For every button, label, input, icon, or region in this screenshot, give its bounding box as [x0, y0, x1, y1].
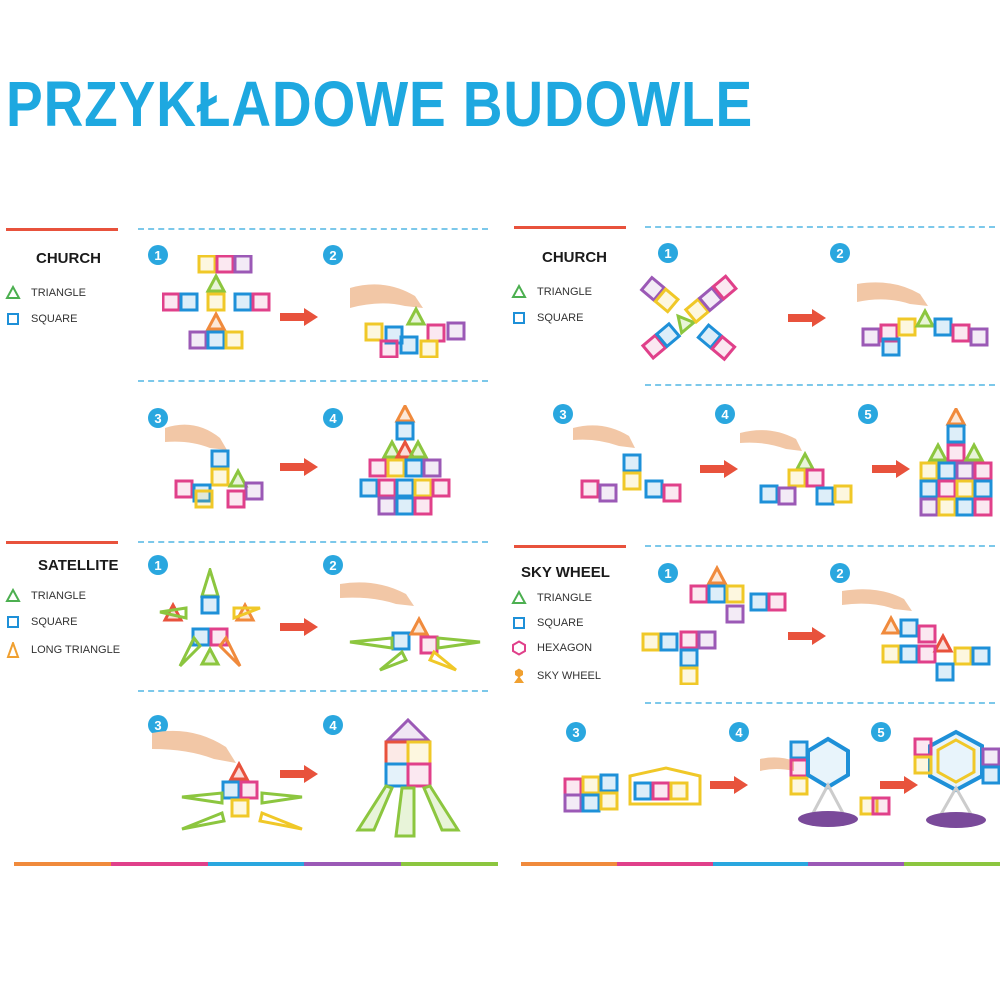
satellite-step4-illustration: [352, 718, 464, 840]
step-number: 3: [553, 404, 573, 424]
step-number: 1: [148, 245, 168, 265]
church2-step1-illustration: [628, 265, 748, 369]
legend-label: SKY WHEEL: [537, 670, 601, 682]
step-number: 4: [323, 408, 343, 428]
dashed-divider: [138, 541, 488, 543]
arrow-right-icon: [788, 309, 826, 327]
satellite-step2-illustration: [340, 578, 485, 673]
legend-item: [511, 640, 592, 656]
step-number: 3: [566, 722, 586, 742]
dashed-divider: [645, 702, 995, 704]
section-divider: [6, 541, 118, 544]
skywheel-step3-illustration: [560, 760, 708, 816]
step-number: 3: [148, 408, 168, 428]
legend-label: HEXAGON: [537, 642, 593, 654]
stripe-segment: [208, 862, 305, 866]
stripe-segment: [111, 862, 208, 866]
legend-item: [511, 310, 583, 326]
step-number: 1: [658, 563, 678, 583]
step-number: 1: [658, 243, 678, 263]
section-divider: [514, 545, 626, 548]
stripe-segment: [14, 862, 111, 866]
step-number: 1: [148, 555, 168, 575]
footer-stripe: [14, 862, 498, 866]
step-number: 4: [729, 722, 749, 742]
skywheel-step2-illustration: [842, 585, 997, 685]
stripe-segment: [617, 862, 713, 866]
arrow-right-icon: [280, 618, 318, 636]
step-number: 2: [830, 563, 850, 583]
skywheel-step5-illustration: [912, 728, 1000, 830]
section-divider: [6, 228, 118, 231]
square-icon: [511, 310, 527, 326]
legend-item: [5, 285, 86, 301]
legend-item: [511, 590, 592, 606]
legend-item: [5, 311, 77, 327]
church-step2-illustration: [345, 278, 485, 358]
dashed-divider: [645, 545, 995, 547]
legend-label: SQUARE: [31, 616, 78, 628]
stripe-segment: [904, 862, 1000, 866]
legend-item: [511, 668, 601, 684]
church-step1-illustration: [162, 255, 272, 355]
sky-wheel-icon: [511, 668, 527, 684]
panel-title-satellite: SATELLITE: [38, 557, 119, 574]
step-number: 4: [715, 404, 735, 424]
page-title: PRZYKŁADOWE BUDOWLE: [6, 68, 754, 140]
stripe-segment: [521, 862, 617, 866]
skywheel-step1-illustration: [640, 565, 790, 685]
church2-step5-illustration: [915, 408, 997, 518]
panel-title-sky-wheel: SKY WHEEL: [521, 564, 610, 581]
stripe-segment: [401, 862, 498, 866]
arrow-right-icon: [700, 460, 738, 478]
stripe-segment: [808, 862, 904, 866]
step-number: 5: [871, 722, 891, 742]
step-number: 2: [830, 243, 850, 263]
church-step4-illustration: [355, 405, 455, 517]
step-number: 2: [323, 555, 343, 575]
step-number: 5: [858, 404, 878, 424]
satellite-step1-illustration: [150, 568, 270, 673]
legend-label: TRIANGLE: [31, 287, 87, 299]
legend-label: SQUARE: [537, 617, 584, 629]
legend-label: LONG TRIANGLE: [31, 644, 121, 656]
arrow-right-icon: [872, 460, 910, 478]
church2-step2-illustration: [852, 278, 992, 358]
legend-label: TRIANGLE: [537, 286, 593, 298]
triangle-icon: [5, 588, 21, 604]
square-icon: [511, 615, 527, 631]
legend-item: [511, 615, 583, 631]
dashed-divider: [645, 384, 995, 386]
legend-label: TRIANGLE: [537, 592, 593, 604]
panel-title-church: CHURCH: [36, 250, 101, 267]
footer-stripe: [521, 862, 1000, 866]
legend-label: TRIANGLE: [31, 590, 87, 602]
stripe-segment: [713, 862, 809, 866]
skywheel-step4-illustration: [760, 735, 892, 830]
square-icon: [5, 311, 21, 327]
church2-step4-illustration: [740, 425, 855, 517]
legend-item: [511, 284, 592, 300]
triangle-icon: [511, 590, 527, 606]
arrow-right-icon: [788, 627, 826, 645]
square-icon: [5, 614, 21, 630]
panel-title-church: CHURCH: [542, 249, 607, 266]
dashed-divider: [138, 380, 488, 382]
step-number: 2: [323, 245, 343, 265]
section-divider: [514, 226, 626, 229]
legend-item: [5, 588, 86, 604]
stripe-segment: [304, 862, 401, 866]
arrow-right-icon: [280, 765, 318, 783]
long-triangle-icon: [5, 642, 21, 658]
legend-label: SQUARE: [31, 313, 78, 325]
dashed-divider: [138, 690, 488, 692]
church2-step3-illustration: [573, 420, 693, 512]
dashed-divider: [138, 228, 488, 230]
church-step3-illustration: [165, 418, 280, 510]
hexagon-icon: [511, 640, 527, 656]
step-number: 4: [323, 715, 343, 735]
legend-item: [5, 614, 77, 630]
step-number: 3: [148, 715, 168, 735]
triangle-icon: [511, 284, 527, 300]
triangle-icon: [5, 285, 21, 301]
arrow-right-icon: [710, 776, 748, 794]
legend-label: SQUARE: [537, 312, 584, 324]
arrow-right-icon: [280, 458, 318, 476]
legend-item: [5, 642, 120, 658]
arrow-right-icon: [280, 308, 318, 326]
dashed-divider: [645, 226, 995, 228]
